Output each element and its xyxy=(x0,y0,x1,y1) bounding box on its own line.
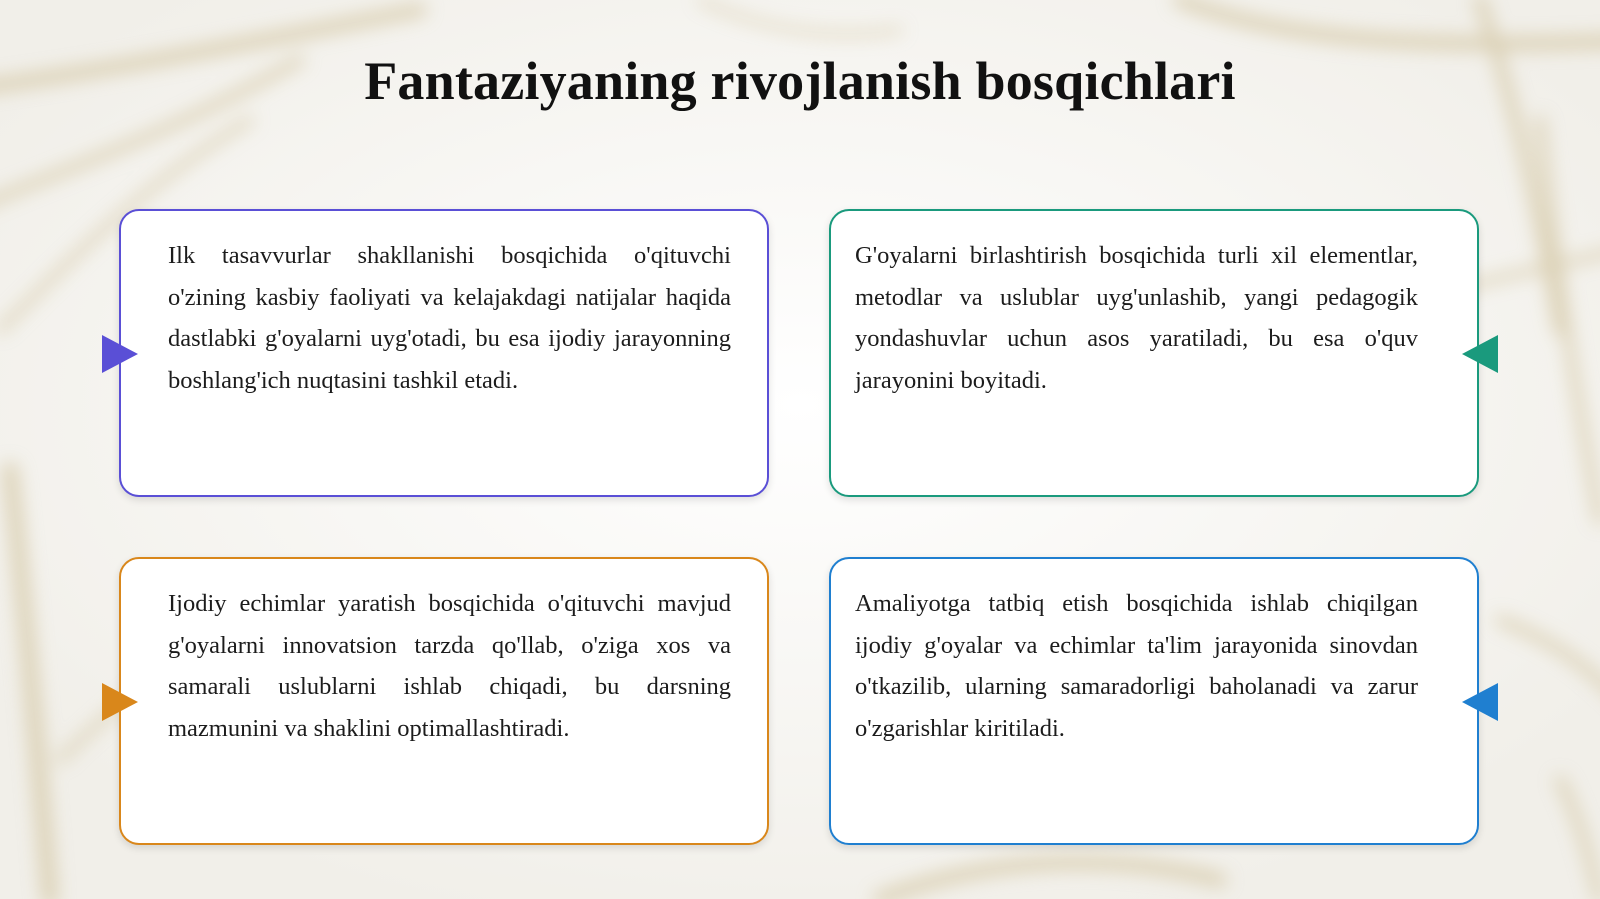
triangle-arrow-icon xyxy=(1462,335,1498,373)
stage-card-3 xyxy=(119,557,769,845)
stage-card-text: G'oyalarni birlashtirish bosqichida turli xil elementlar, metodlar va uslublar uyg'unlashib, yangi pedagogik yondashuvlar uchun asos yaratiladi, bu esa o'quv jarayonini boyitadi. xyxy=(855,242,1418,394)
stage-card-text: Ilk tasavvurlar shakllanishi bosqichida o'qituvchi o'zining kasbiy faoliyati va kelajakdagi natijalar haqida dastlabki g'oyalarni uyg'otadi, bu esa ijodiy jarayonning boshlang'ich nuqtasini tashkil etadi. xyxy=(168,242,731,394)
triangle-arrow-icon xyxy=(1462,683,1498,721)
page-title: Fantaziyaning rivojlanish bosqichlari xyxy=(364,51,1236,111)
triangle-arrow-icon xyxy=(102,335,138,373)
stage-card-4 xyxy=(829,557,1479,845)
triangle-arrow-icon xyxy=(102,683,138,721)
stage-card-1 xyxy=(119,209,769,497)
stage-card-text: Amaliyotga tatbiq etish bosqichida ishlab chiqilgan ijodiy g'oyalar va echimlar ta'lim jarayonida sinovdan o'tkazilib, ularning samaradorligi baholanadi va zarur o'zgarishlar kiritiladi. xyxy=(855,590,1418,742)
stage-card-2 xyxy=(829,209,1479,497)
stage-card-text: Ijodiy echimlar yaratish bosqichida o'qituvchi mavjud g'oyalarni innovatsion tarzda qo'llab, o'ziga xos va samarali uslublarni ishlab chiqadi, bu darsning mazmunini va shaklini optimallashtiradi. xyxy=(168,590,731,742)
